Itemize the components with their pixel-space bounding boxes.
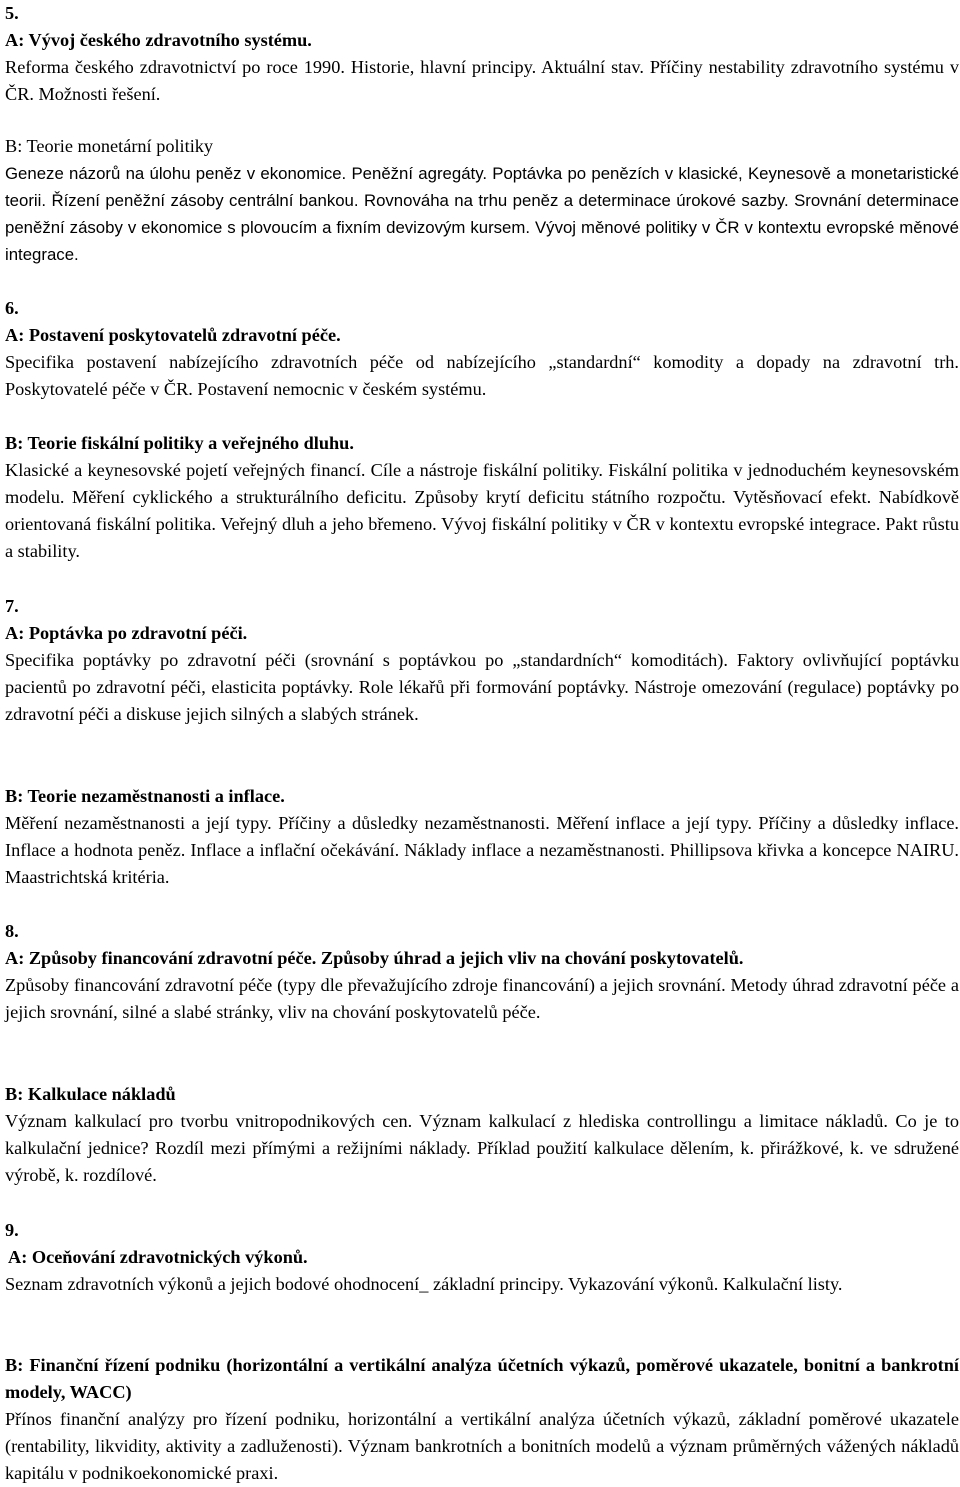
section-number: 6. xyxy=(5,298,19,318)
section-9 xyxy=(5,1217,959,1298)
section-8 xyxy=(5,918,959,1026)
section-b-title: B: Teorie monetární politiky xyxy=(5,136,214,156)
section-b-body: Význam kalkulací pro tvorbu vnitropodnikových cen. Význam kalkulací z hlediska controllingu a limitace nákladů. Co je to kalkulační jednice? Rozdíl mezi přímými a režijními náklady. Příklad použití kalkulace dělením, k. přirážkové, k. ve sdružené výrobě, k. rozdílové. xyxy=(5,1111,959,1186)
section-a-title: A: Způsoby financování zdravotní péče. Způsoby úhrad a jejich vliv na chování poskytovatelů. xyxy=(5,948,744,969)
section-5-b xyxy=(5,133,959,268)
section-a-body: Specifika poptávky po zdravotní péči (srovnání s poptávkou po „standardních“ komoditách). Faktory ovlivňující poptávku pacientů po zdravotní péči, elasticita poptávky. Role lékařů při formování poptávky. Nástroje omezování (regulace) poptávky po zdravotní péči a diskuse jejich silných a slabých stránek. xyxy=(5,650,959,725)
section-b-title: B: Teorie nezaměstnanosti a inflace. xyxy=(5,786,285,806)
section-b-body: Měření nezaměstnanosti a její typy. Příčiny a důsledky nezaměstnanosti. Měření inflace a její typy. Příčiny a důsledky inflace. Inflace a hodnota peněz. Inflace a inflační očekávání. Náklady inflace a nezaměstnanosti. Phillipsova křivka a koncepce NAIRU. Maastrichtská kritéria. xyxy=(5,813,959,888)
section-b-title: B: Kalkulace nákladů xyxy=(5,1084,176,1104)
section-b-title: B: Finanční řízení podniku (horizontální a vertikální analýza účetních výkazů, poměrové ukazatele, bonitní a bankrotní modely, WACC) xyxy=(5,1355,959,1403)
section-a-body: Specifika postavení nabízejícího zdravotních péče od nabízejícího „standardní“ komodity a dopady na zdravotní trh. Poskytovatelé péče v ČR. Postavení nemocnic v českém systému. xyxy=(5,352,959,400)
section-a-body: Reforma českého zdravotnictví po roce 1990. Historie, hlavní principy. Aktuální stav. Příčiny nestability zdravotního systému v ČR. Možnosti řešení. xyxy=(5,57,959,105)
section-a-title: A: Poptávka po zdravotní péči. xyxy=(5,623,248,644)
section-b-body: Geneze názorů na úlohu peněz v ekonomice. Peněžní agregáty. Poptávka po penězích v klasické, Keynesově a monetaristické teorii. Řízení peněžní zásoby centrální bankou. Rovnováha na trhu peněz a determinace úrokové sazby. Srovnání determinace peněžní zásoby v ekonomice s plovoucím a fixním devizovým kursem. Vývoj měnové politiky v ČR v kontextu evropské měnové integrace. xyxy=(5,164,959,265)
section-number: 9. xyxy=(5,1220,19,1240)
section-7 xyxy=(5,593,959,728)
section-5 xyxy=(5,0,959,108)
section-number: 5. xyxy=(5,3,19,23)
section-a-body: Způsoby financování zdravotní péče (typy dle převažujícího zdroje financování) a jejich srovnání. Metody úhrad zdravotní péče a jejich srovnání, silné a slabé stránky, vliv na chování poskytovatelů péče. xyxy=(5,975,959,1023)
section-6-b xyxy=(5,430,959,565)
section-b-body: Přínos finanční analýzy pro řízení podniku, horizontální a vertikální analýza účetních výkazů, základní poměrové ukazatele (rentability, likvidity, aktivity a zadluženosti). Význam bankrotních a bonitních modelů a význam průměrných vážených nákladů kapitálu v podnikoekonomické praxi. xyxy=(5,1409,959,1484)
section-8-b xyxy=(5,1081,959,1189)
section-number: 7. xyxy=(5,596,19,616)
section-7-b xyxy=(5,783,959,891)
section-a-body: Seznam zdravotních výkonů a jejich bodové ohodnocení_ základní principy. Vykazování výkonů. Kalkulační listy. xyxy=(5,1274,843,1295)
section-6 xyxy=(5,295,959,403)
section-b-body: Klasické a keynesovské pojetí veřejných financí. Cíle a nástroje fiskální politiky. Fiskální politika v jednoduchém keynesovském modelu. Měření cyklického a strukturálního deficitu. Způsoby krytí deficitu státního rozpočtu. Vytěsňovací efekt. Nabídkově orientovaná fiskální politika. Veřejný dluh a jeho břemeno. Vývoj fiskální politiky v ČR v kontextu evropské integrace. Pakt růstu a stability. xyxy=(5,460,959,562)
section-a-title: A: Postavení poskytovatelů zdravotní péče. xyxy=(5,325,341,346)
section-a-title: A: Vývoj českého zdravotního systému. xyxy=(5,30,312,51)
section-number: 8. xyxy=(5,921,19,941)
section-b-title: B: Teorie fiskální politiky a veřejného dluhu. xyxy=(5,433,354,453)
section-9-b xyxy=(5,1352,959,1487)
section-a-title: A: Oceňování zdravotnických výkonů. xyxy=(8,1247,308,1268)
